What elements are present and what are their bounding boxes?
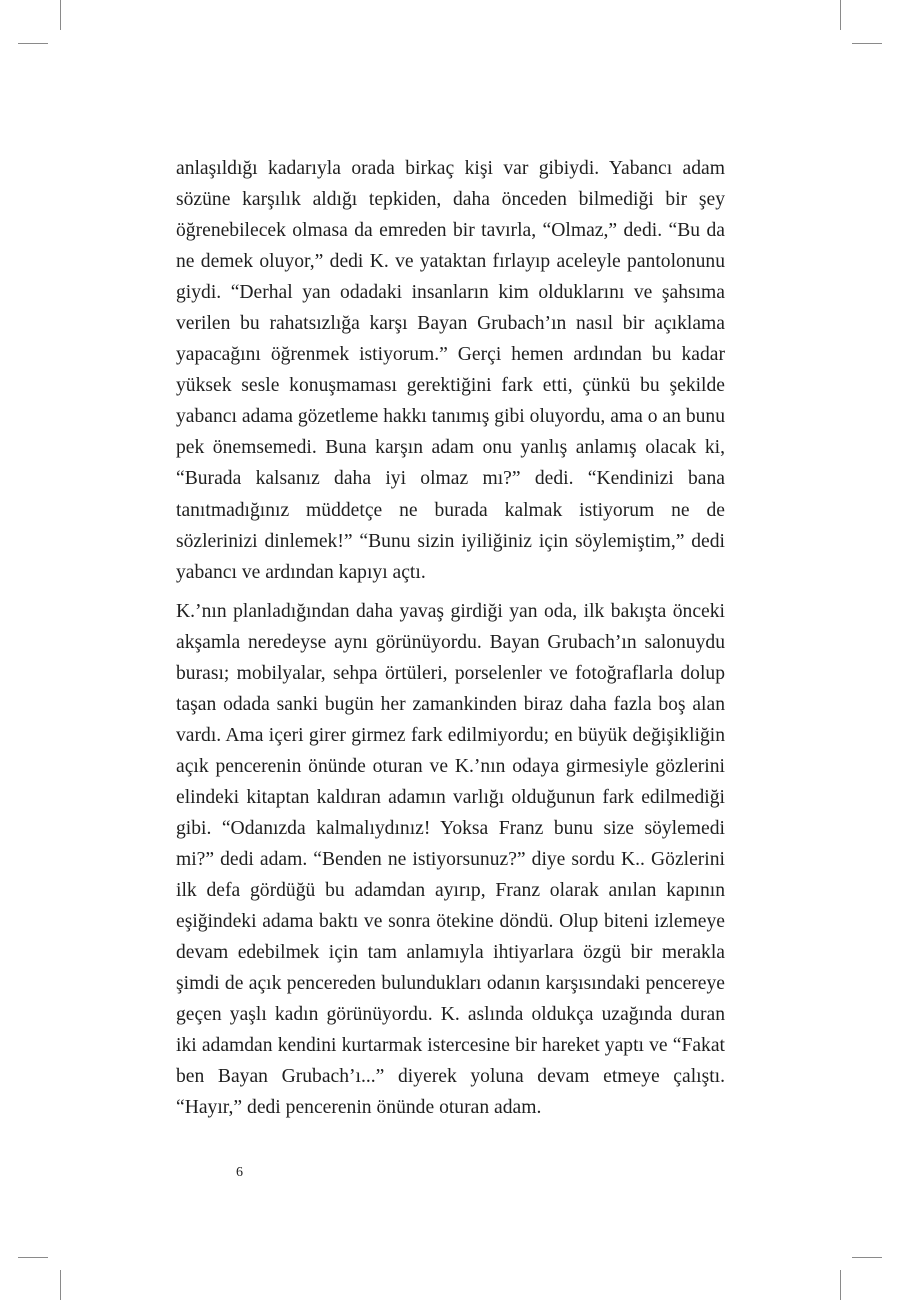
crop-mark-top-left-vertical — [60, 0, 61, 30]
page-number: 6 — [236, 1165, 243, 1180]
crop-mark-top-right-horizontal — [852, 43, 882, 44]
paragraph-2: K.’nın planladığından daha yavaş girdiği yan oda, ilk bakışta önceki akşamla neredeyse aynı görünüyordu. Bayan Grubach’ın salonuydu burası; mobilyalar, sehpa örtüleri, porselenler ve fotoğraflarla dolup taşan odada sanki bugün her zamankinden biraz daha fazla boş alan vardı. Ama içeri girer girmez fark edilmiyordu; en büyük değişikliğin açık pencerenin önünde oturan ve K.’nın odaya girmesiyle gözlerini elindeki kitaptan kaldıran adamın varlığı olduğunun fark edilmediği gibi. “Odanızda kalmalıydınız! Yoksa Franz bunu size söylemedi mi?” dedi adam. “Benden ne istiyorsunuz?” diye sordu K.. Gözlerini ilk defa gördüğü bu adamdan ayırıp, Franz olarak anılan kapının eşiğindeki adama baktı ve sonra ötekine döndü. Olup biteni izlemeye devam edebilmek için tam anlamıyla ihtiyarlara özgü bir merakla şimdi de açık pencereden bulundukları odanın karşısındaki pencereye geçen yaşlı kadın görünüyordu. K. aslında oldukça uzağında duran iki adamdan kendini kurtarmak istercesine bir hareket yaptı ve “Fakat ben Bayan Grubach’ı...” diyerek yoluna devam etmeye çalıştı. “Hayır,” dedi pencerenin önünde oturan adam. — [176, 600, 725, 1119]
body-text — [176, 153, 725, 1123]
crop-mark-top-right-vertical — [840, 0, 841, 30]
paragraph-1: anlaşıldığı kadarıyla orada birkaç kişi var gibiydi. Yabancı adam sözüne karşılık aldığı tepkiden, daha önceden bilmediği bir şey öğrenebilecek olmasa da emreden bir tavırla, “Olmaz,” dedi. “Bu da ne demek oluyor,” dedi K. ve yataktan fırlayıp aceleyle pantolonunu giydi. “Derhal yan odadaki insanların kim olduklarını ve şahsıma verilen bu rahatsızlığa karşı Bayan Grubach’ın nasıl bir açıklama yapacağını öğrenmek istiyorum.” Gerçi hemen ardından bu kadar yüksek sesle konuşmaması gerektiğini fark etti, çünkü bu şekilde yabancı adama gözetleme hakkı tanımış gibi oluyordu, ama o an bunu pek önemsemedi. Buna karşın adam onu yanlış anlamış olacak ki, “Burada kalsanız daha iyi olmaz mı?” dedi. “Kendinizi bana tanıtmadığınız müddetçe ne burada kalmak istiyorum ne de sözlerinizi dinlemek!” “Bunu sizin iyiliğiniz için söylemiştim,” dedi yabancı ve ardından kapıyı açtı. — [176, 158, 726, 583]
crop-mark-bottom-left-vertical — [60, 1270, 61, 1300]
crop-mark-bottom-left-horizontal — [18, 1257, 48, 1258]
crop-mark-top-left-horizontal — [18, 43, 48, 44]
crop-mark-bottom-right-horizontal — [852, 1257, 882, 1258]
crop-mark-bottom-right-vertical — [840, 1270, 841, 1300]
